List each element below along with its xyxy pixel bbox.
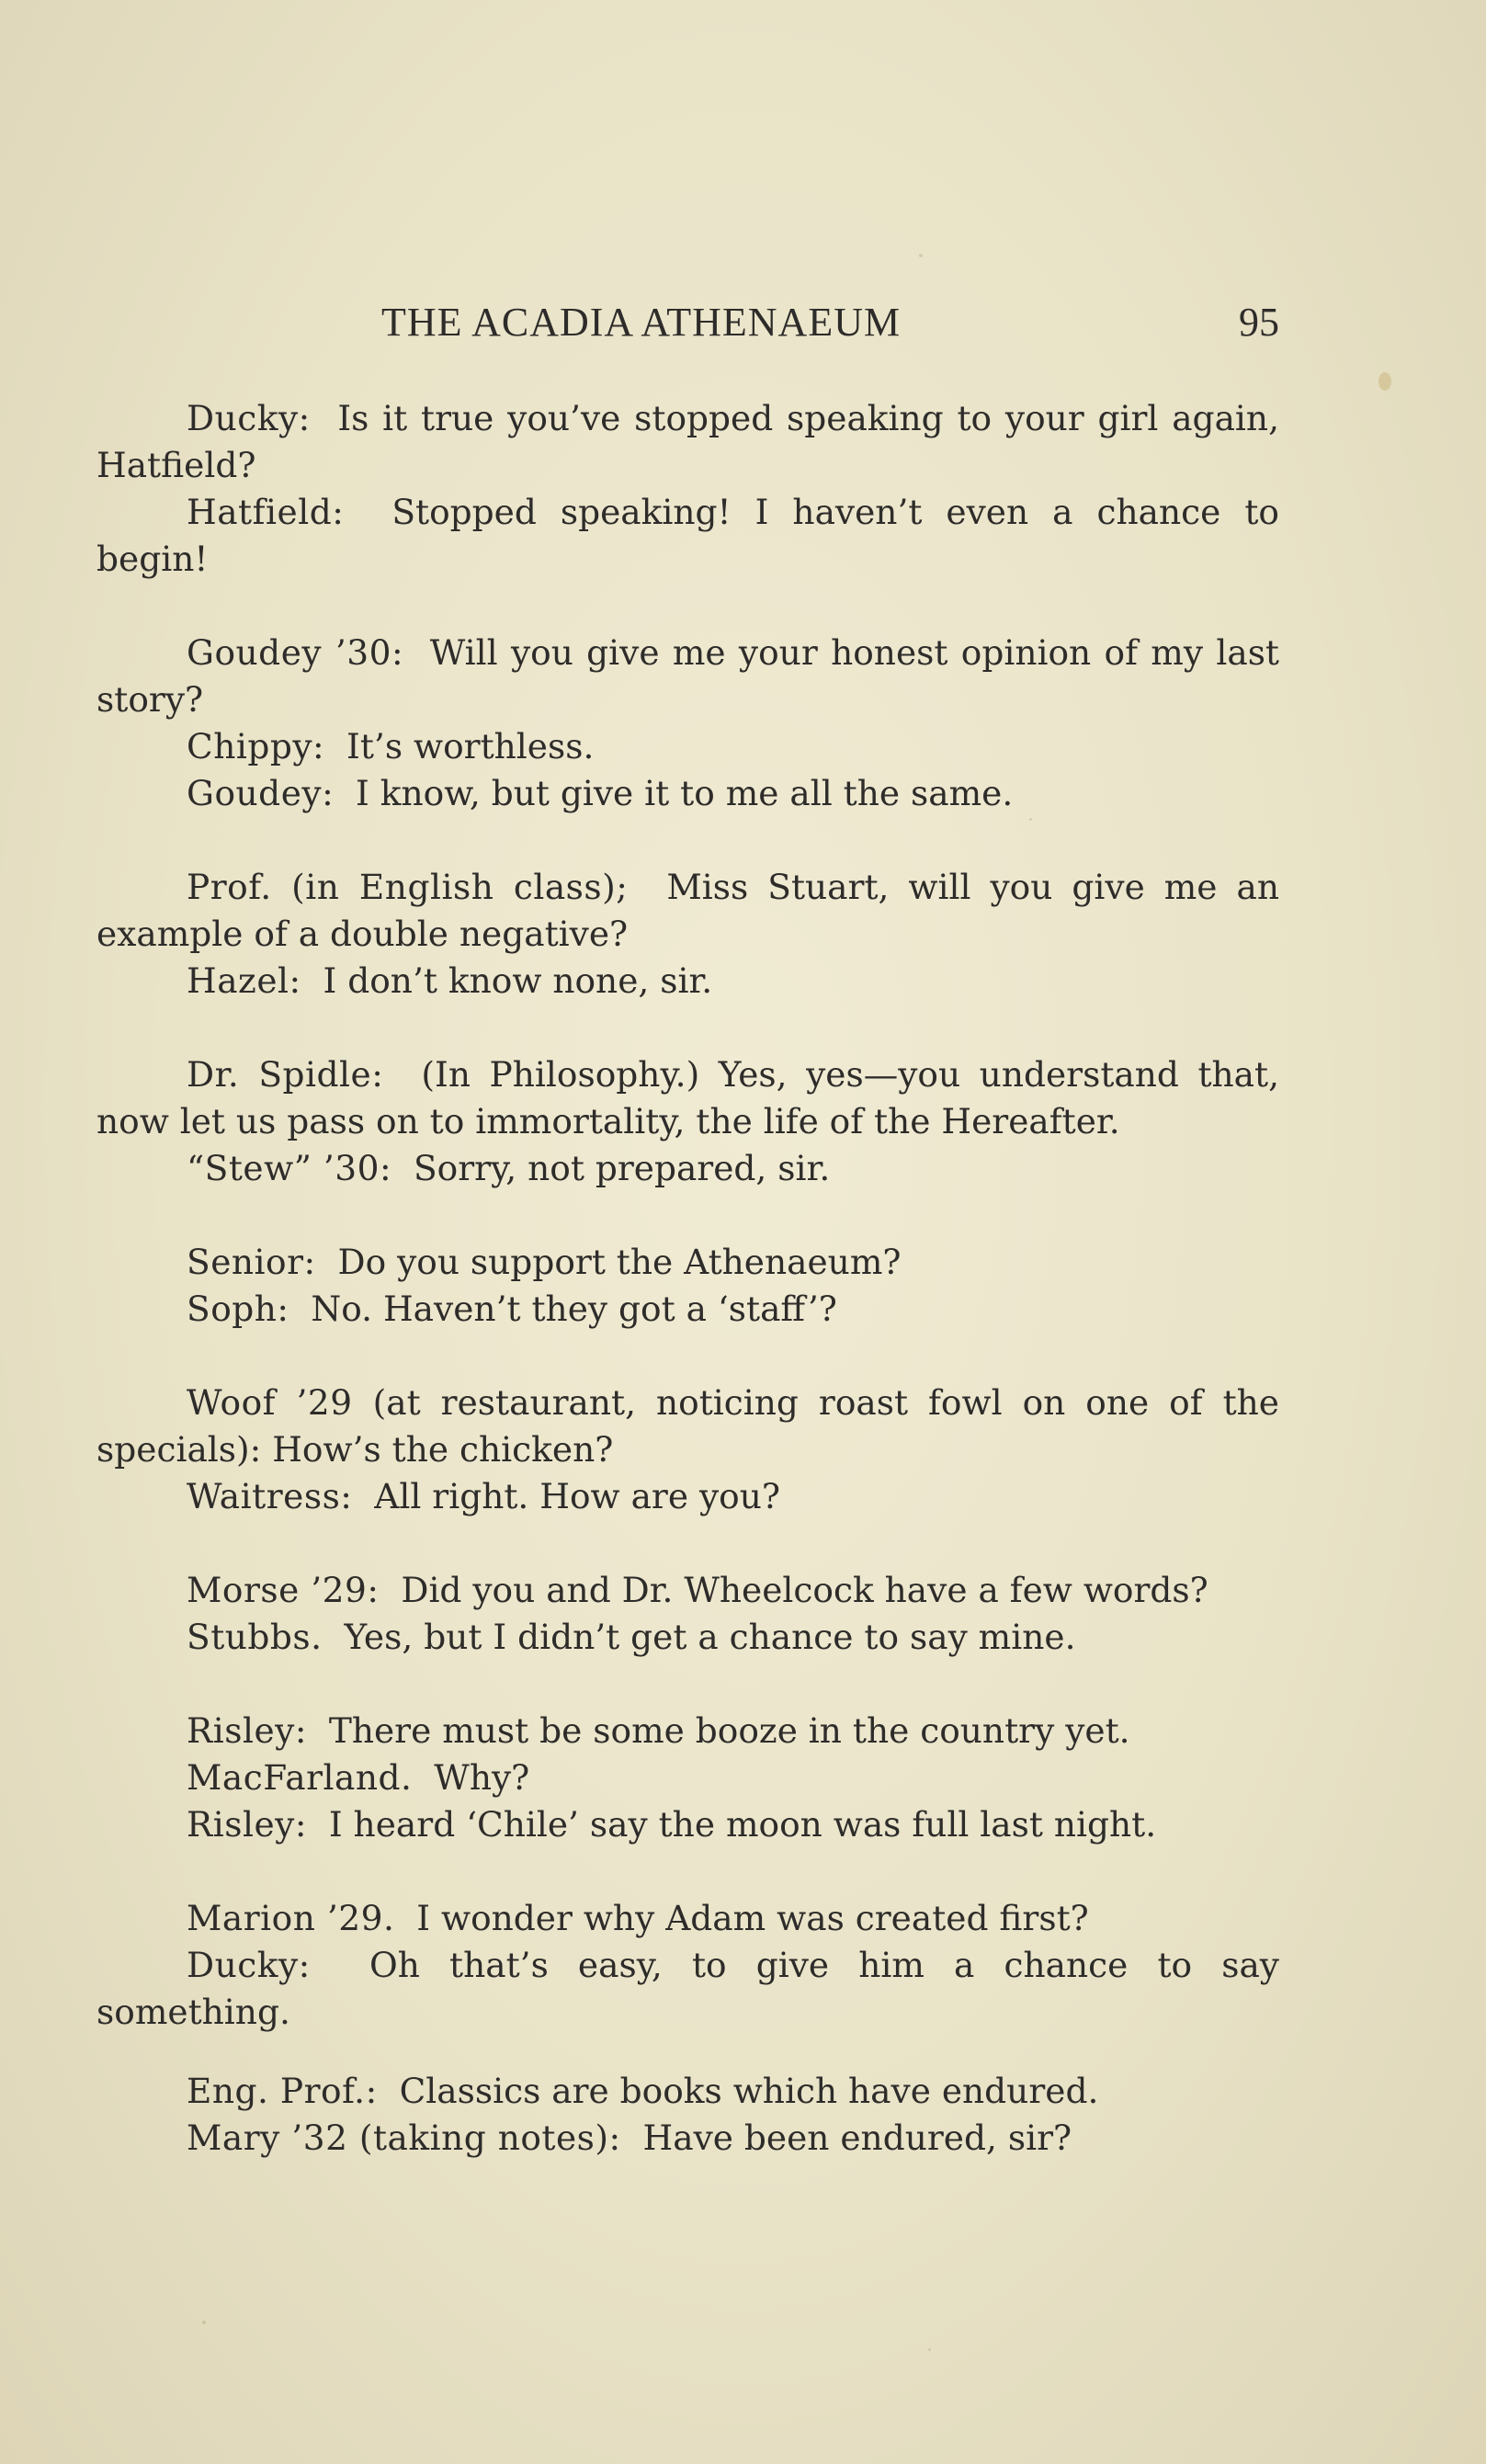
- dialogue-line: [96, 723, 1279, 770]
- speaker: Hatfield:: [187, 492, 345, 532]
- running-title: THE ACADIA ATHENAEUM: [381, 300, 902, 345]
- paper-speck: [919, 254, 923, 257]
- dialogue-line: [96, 1895, 1279, 1942]
- speaker: Woof ’29: [187, 1382, 353, 1423]
- dialogue-text: All right. How are you?: [374, 1476, 780, 1516]
- dialogue-text: Miss Stuart, will you give me an example of a double negative?: [96, 867, 1279, 954]
- dialogue-line: [96, 1614, 1279, 1661]
- speaker: Mary ’32 (taking notes):: [187, 2118, 621, 2158]
- speaker: Dr. Spidle:: [187, 1054, 384, 1095]
- dialogue-text: Stopped speaking! I haven’t even a chance to begin!: [96, 492, 1280, 579]
- dialogue-line: [96, 1942, 1279, 2036]
- speaker: Ducky:: [187, 398, 311, 438]
- speaker: MacFarland.: [187, 1757, 413, 1798]
- dialogue-line: [96, 489, 1279, 583]
- dialogue-line: [96, 1380, 1279, 1473]
- paper-speck: [1029, 818, 1032, 821]
- exchange: [96, 1380, 1279, 1520]
- page-number: 95: [1239, 300, 1279, 345]
- speaker: Ducky:: [187, 1945, 311, 1985]
- dialogue-text: Do you support the Athenaeum?: [337, 1242, 902, 1282]
- paper-speck: [1378, 372, 1391, 391]
- dialogue-line: [96, 1473, 1279, 1520]
- dialogue-line: [96, 1801, 1279, 1848]
- jokes-column: [96, 395, 1279, 2162]
- exchange: [96, 1051, 1279, 1192]
- exchange: [96, 1239, 1279, 1333]
- dialogue-text: No. Haven’t they got a ‘staff’?: [311, 1289, 837, 1329]
- speaker: Waitress:: [187, 1476, 353, 1516]
- dialogue-text: Have been endured, sir?: [642, 2118, 1072, 2158]
- speaker: Stubbs.: [187, 1617, 323, 1657]
- dialogue-text: Did you and Dr. Wheelcock have a few words?: [401, 1570, 1208, 1610]
- exchange: [96, 864, 1279, 1005]
- dialogue-text: It’s worthless.: [346, 726, 595, 766]
- dialogue-line: [96, 770, 1279, 817]
- dialogue-text: I heard ‘Chile’ say the moon was full last night.: [328, 1804, 1157, 1845]
- exchange: [96, 1708, 1279, 1848]
- speaker: Soph:: [187, 1289, 289, 1329]
- paper-speck: [928, 2348, 931, 2351]
- dialogue-text: Will you give me your honest opinion of my last story?: [96, 632, 1280, 720]
- dialogue-text: Classics are books which have endured.: [399, 2071, 1099, 2111]
- dialogue-line: [96, 1051, 1279, 1145]
- dialogue-line: [96, 2115, 1279, 2162]
- dialogue-line: [96, 1567, 1279, 1614]
- dialogue-text: Why?: [434, 1757, 530, 1798]
- dialogue-text: I wonder why Adam was created first?: [416, 1898, 1089, 1938]
- dialogue-text: Yes, but I didn’t get a chance to say mine.: [344, 1617, 1076, 1657]
- speaker: Senior:: [187, 1242, 316, 1282]
- dialogue-line: [96, 1754, 1279, 1801]
- dialogue-line: [96, 395, 1279, 489]
- dialogue-line: [96, 630, 1279, 723]
- paper-speck: [202, 2321, 206, 2324]
- speaker: Marion ’29.: [187, 1898, 395, 1938]
- dialogue-text: I don’t know none, sir.: [323, 960, 713, 1001]
- speaker: Risley:: [187, 1804, 307, 1845]
- dialogue-line: [96, 1708, 1279, 1754]
- dialogue-line: [96, 1286, 1279, 1333]
- dialogue-line: [96, 864, 1279, 958]
- dialogue-text: Sorry, not prepared, sir.: [413, 1148, 831, 1188]
- exchange: [96, 1895, 1279, 2036]
- speaker: Eng. Prof.:: [187, 2071, 378, 2111]
- speaker: Morse ’29:: [187, 1570, 380, 1610]
- running-header: [96, 299, 1279, 354]
- dialogue-line: [96, 958, 1279, 1005]
- exchange: [96, 395, 1279, 583]
- dialogue-text: There must be some booze in the country yet.: [328, 1710, 1130, 1751]
- dialogue-text: I know, but give it to me all the same.: [356, 773, 1014, 813]
- dialogue-line: [96, 1239, 1279, 1286]
- exchange: [96, 630, 1279, 817]
- speaker: Goudey ’30:: [187, 632, 404, 673]
- speaker: Goudey:: [187, 773, 335, 813]
- exchange: [96, 2068, 1279, 2162]
- speaker: Prof. (in English class);: [187, 867, 629, 907]
- speaker: Hazel:: [187, 960, 301, 1001]
- dialogue-text: (at restaurant, noticing roast fowl on one of the specials): How’s the chicken?: [96, 1382, 1279, 1470]
- speaker: Risley:: [187, 1710, 307, 1751]
- speaker: Chippy:: [187, 726, 325, 766]
- dialogue-line: [96, 2068, 1279, 2115]
- exchange: [96, 1567, 1279, 1661]
- speaker: “Stew” ’30:: [187, 1148, 392, 1188]
- dialogue-text: Oh that’s easy, to give him a chance to say something.: [96, 1945, 1279, 2032]
- dialogue-line: [96, 1145, 1279, 1192]
- dialogue-text: (In Philosophy.) Yes, yes—you understand that, now let us pass on to immortality, the life of the Hereafter.: [96, 1054, 1280, 1141]
- dialogue-text: Is it true you’ve stopped speaking to your girl again, Hatfield?: [96, 398, 1279, 485]
